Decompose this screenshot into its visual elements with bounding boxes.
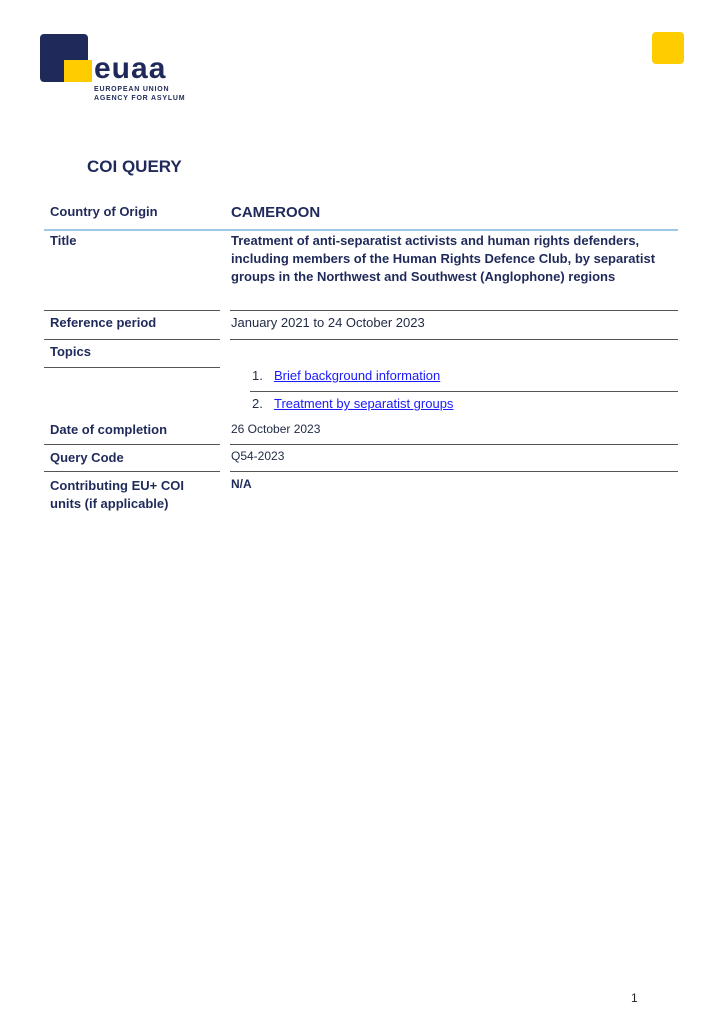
row-divider bbox=[44, 310, 220, 311]
row-divider bbox=[44, 367, 220, 368]
row-divider bbox=[230, 339, 678, 340]
topic-item bbox=[252, 367, 440, 385]
corner-badge bbox=[652, 32, 684, 64]
page-number: 1 bbox=[631, 991, 638, 1005]
topic-number: 2. bbox=[252, 396, 263, 411]
country-value: CAMEROON bbox=[231, 204, 321, 221]
contributing-label: Contributing EU+ COI units (if applicable) bbox=[50, 478, 184, 511]
row-divider bbox=[44, 339, 220, 340]
document-heading: COI QUERY bbox=[87, 157, 182, 176]
logo-subtitle bbox=[94, 85, 185, 103]
country-label: Country of Origin bbox=[50, 204, 158, 219]
title-value: Treatment of anti-separatist activists and human rights defenders, including members of the Human Rights Defence Club, by separatist groups in the Northwest and Southwest (Anglophone) regions bbox=[231, 233, 656, 284]
query-code-value: Q54-2023 bbox=[231, 449, 285, 463]
logo-wordmark: euaa bbox=[94, 52, 167, 85]
logo-subtitle-line1: EUROPEAN UNION bbox=[94, 86, 170, 93]
topic-item bbox=[252, 395, 453, 413]
reference-label: Reference period bbox=[50, 315, 157, 330]
row-divider bbox=[230, 471, 678, 472]
row-divider bbox=[230, 310, 678, 311]
logo-subtitle-line2: AGENCY FOR ASYLUM bbox=[94, 95, 186, 102]
topic-link-background[interactable]: Brief background information bbox=[274, 368, 441, 383]
topic-link-treatment[interactable]: Treatment by separatist groups bbox=[274, 396, 454, 411]
title-label: Title bbox=[50, 233, 77, 248]
row-divider bbox=[44, 444, 220, 445]
header-rule bbox=[44, 229, 678, 231]
contributing-value: N/A bbox=[231, 477, 252, 491]
topics-label: Topics bbox=[50, 344, 91, 359]
reference-value: January 2021 to 24 October 2023 bbox=[231, 315, 425, 330]
completion-label: Date of completion bbox=[50, 422, 168, 437]
row-divider bbox=[230, 444, 678, 445]
row-divider bbox=[44, 471, 220, 472]
logo-mark-accent bbox=[64, 60, 92, 82]
completion-value: 26 October 2023 bbox=[231, 422, 321, 436]
query-code-label: Query Code bbox=[50, 450, 124, 465]
topic-number: 1. bbox=[252, 368, 263, 383]
euaa-logo bbox=[40, 34, 190, 106]
topic-divider bbox=[250, 391, 678, 392]
